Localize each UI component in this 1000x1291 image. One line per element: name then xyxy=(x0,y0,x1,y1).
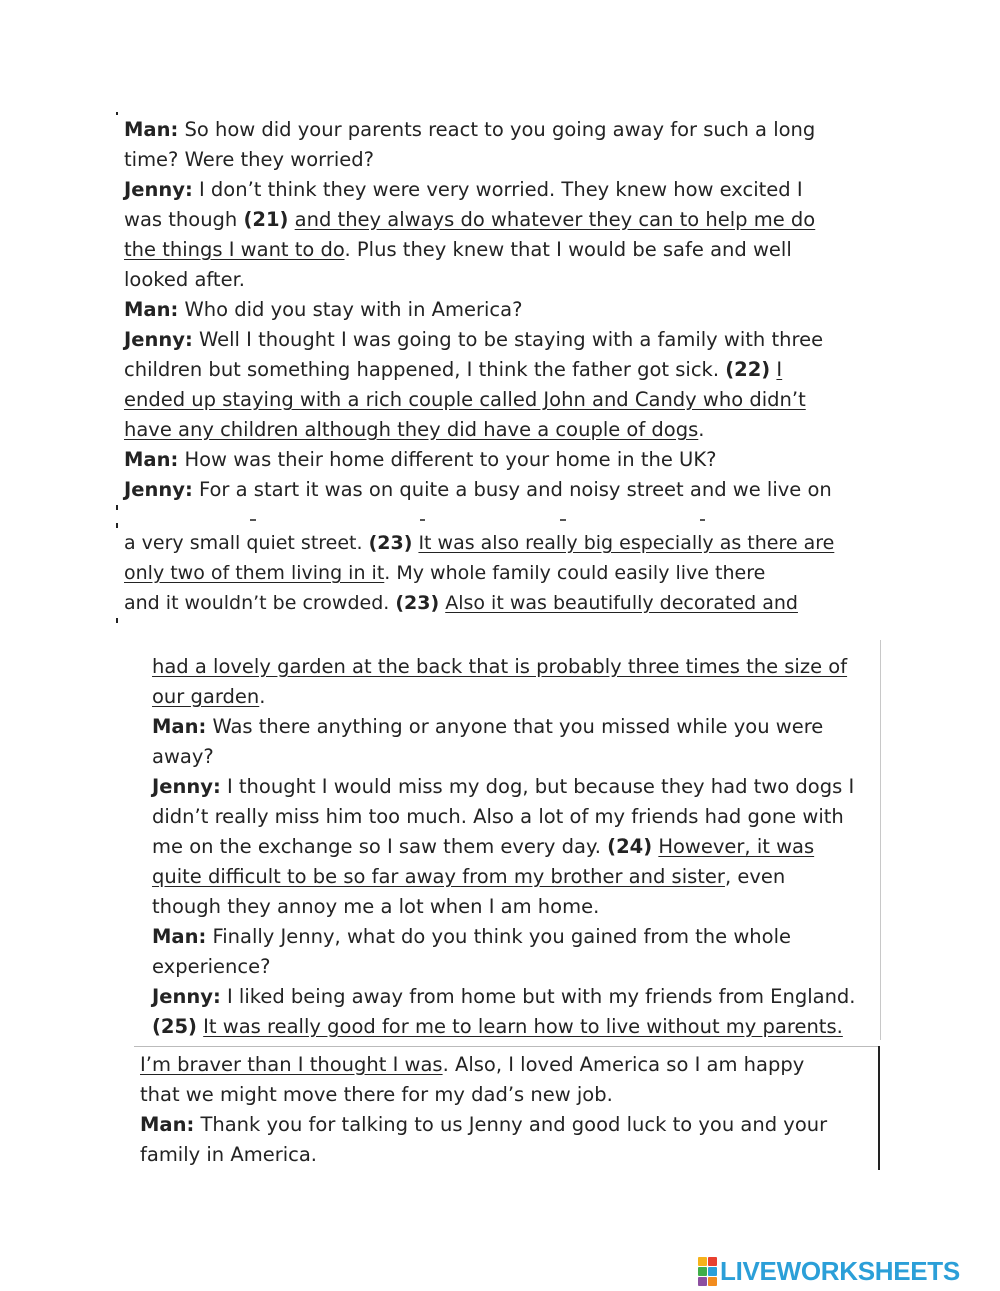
transcript-line xyxy=(152,772,882,802)
line-text: . My whole family could easily live there xyxy=(384,562,766,584)
logo-square-icon xyxy=(708,1277,717,1286)
line-text: experience? xyxy=(152,955,271,978)
transcript-line xyxy=(140,1140,885,1170)
transcript-line xyxy=(124,205,894,235)
line-text: a very small quiet street. xyxy=(124,532,369,554)
speaker-label: Man: xyxy=(124,118,179,141)
logo-square-icon xyxy=(698,1277,707,1286)
transcript-line xyxy=(124,558,894,588)
line-text: was though xyxy=(124,208,244,231)
question-number: (22) xyxy=(725,358,771,381)
speaker-label: Jenny: xyxy=(124,478,193,501)
transcript-line xyxy=(152,922,882,952)
transcript-line xyxy=(124,445,894,475)
line-text: and it wouldn’t be crowded. xyxy=(124,592,396,614)
scan-edge-marks xyxy=(560,519,566,521)
transcript-line xyxy=(124,415,894,445)
transcript-line xyxy=(124,235,894,265)
line-text: How was their home different to your home in the UK? xyxy=(178,448,717,471)
transcript-line xyxy=(140,1050,885,1080)
transcript-line xyxy=(124,385,894,415)
line-text: time? Were they worried? xyxy=(124,148,374,171)
underlined-answer: the things I want to do xyxy=(124,238,345,261)
underlined-answer: have any children although they did have a couple of dogs xyxy=(124,418,699,441)
transcript-line xyxy=(152,1012,882,1042)
speaker-label: Man: xyxy=(124,298,179,321)
line-text: . Plus they knew that I would be safe and well xyxy=(344,238,792,261)
speaker-label: Man: xyxy=(140,1113,195,1136)
line-text: For a start it was on quite a busy and noisy street and we live on xyxy=(192,478,832,501)
liveworksheets-logo xyxy=(698,1256,960,1286)
transcript-line xyxy=(124,145,894,175)
scan-edge-marks xyxy=(250,519,256,521)
logo-square-icon xyxy=(698,1267,707,1276)
logo-square-icon xyxy=(698,1257,707,1266)
transcript-line xyxy=(124,588,894,618)
question-number: (23) xyxy=(368,532,413,554)
line-text: . xyxy=(698,418,705,441)
underlined-answer: ended up staying with a rich couple called John and Candy who didn’t xyxy=(124,388,806,411)
speaker-label: Jenny: xyxy=(124,178,193,201)
liveworksheets-logo-text: LIVEWORKSHEETS xyxy=(720,1255,960,1286)
line-text: that we might move there for my dad’s new job. xyxy=(140,1083,613,1106)
line-text: though they annoy me a lot when I am home. xyxy=(152,895,600,918)
underlined-answer: It was really good for me to learn how to live without my parents. xyxy=(203,1015,843,1038)
transcript-line xyxy=(124,528,894,558)
underlined-answer: and they always do whatever they can to help me do xyxy=(294,208,816,231)
scan-top-edge-4 xyxy=(134,1046,879,1047)
line-text: , even xyxy=(724,865,786,888)
underlined-answer: had a lovely garden at the back that is probably three times the size of xyxy=(152,655,848,678)
transcript-line xyxy=(152,712,882,742)
question-number: (24) xyxy=(607,835,653,858)
transcript-line xyxy=(124,265,894,295)
underlined-answer: quite difficult to be so far away from my brother and sister xyxy=(152,865,725,888)
transcript-line xyxy=(152,982,882,1012)
logo-square-icon xyxy=(708,1267,717,1276)
line-text: Well I thought I was going to be staying with a family with three xyxy=(192,328,824,351)
scan-right-border-4 xyxy=(878,1046,880,1170)
speaker-label: Man: xyxy=(124,448,179,471)
transcript-line xyxy=(152,742,882,772)
liveworksheets-logo-icon xyxy=(698,1257,717,1286)
transcript-line xyxy=(152,892,882,922)
underlined-answer: I xyxy=(776,358,783,381)
line-text: I liked being away from home but with my friends from England. xyxy=(220,985,856,1008)
transcript-line xyxy=(124,175,894,205)
question-number: (25) xyxy=(152,1015,197,1038)
transcript-line xyxy=(152,652,882,682)
line-text: children but something happened, I think the father got sick. xyxy=(124,358,726,381)
line-text: Who did you stay with in America? xyxy=(178,298,523,321)
transcript-fragment-4 xyxy=(134,1050,885,1170)
transcript-line xyxy=(152,862,882,892)
transcript-line xyxy=(124,115,894,145)
transcript-line xyxy=(152,682,882,712)
underlined-answer: Also it was beautifully decorated and xyxy=(445,592,798,614)
scan-right-border-3 xyxy=(880,640,881,1040)
underlined-answer: our garden xyxy=(152,685,260,708)
question-number: (23) xyxy=(395,592,440,614)
speaker-label: Jenny: xyxy=(152,775,221,798)
speaker-label: Jenny: xyxy=(124,328,193,351)
transcript-line xyxy=(124,295,894,325)
line-text: So how did your parents react to you going away for such a long xyxy=(178,118,816,141)
transcript-line xyxy=(152,802,882,832)
line-text: I thought I would miss my dog, but because they had two dogs I xyxy=(220,775,855,798)
line-text: I don’t think they were very worried. They knew how excited I xyxy=(192,178,803,201)
underlined-answer: I’m braver than I thought I was xyxy=(140,1053,443,1076)
underlined-answer: However, it was xyxy=(658,835,815,858)
transcript-line xyxy=(124,325,894,355)
transcript-line xyxy=(124,475,894,505)
line-text: Was there anything or anyone that you missed while you were xyxy=(206,715,824,738)
transcript-line xyxy=(140,1110,885,1140)
scan-edge-marks xyxy=(420,519,425,521)
scan-edge-marks xyxy=(700,519,705,521)
line-text: didn’t really miss him too much. Also a lot of my friends had gone with xyxy=(152,805,844,828)
line-text: Finally Jenny, what do you think you gained from the whole xyxy=(206,925,791,948)
line-text: me on the exchange so I saw them every day. xyxy=(152,835,608,858)
question-number: (21) xyxy=(243,208,289,231)
line-text: family in America. xyxy=(140,1143,317,1166)
line-text: . xyxy=(259,685,266,708)
transcript-line xyxy=(124,355,894,385)
underlined-answer: only two of them living in it xyxy=(124,562,385,584)
logo-square-icon xyxy=(708,1257,717,1266)
underlined-answer: It was also really big especially as there are xyxy=(418,532,835,554)
speaker-label: Man: xyxy=(152,925,207,948)
speaker-label: Man: xyxy=(152,715,207,738)
speaker-label: Jenny: xyxy=(152,985,221,1008)
transcript-fragment-2 xyxy=(116,528,894,618)
transcript-fragment-3 xyxy=(146,652,882,1042)
transcript-fragment-1 xyxy=(116,115,894,505)
transcript-line xyxy=(140,1080,885,1110)
line-text: looked after. xyxy=(124,268,245,291)
transcript-line xyxy=(152,952,882,982)
line-text: away? xyxy=(152,745,214,768)
line-text: Thank you for talking to us Jenny and good luck to you and your xyxy=(194,1113,828,1136)
transcript-line xyxy=(152,832,882,862)
line-text: . Also, I loved America so I am happy xyxy=(442,1053,805,1076)
